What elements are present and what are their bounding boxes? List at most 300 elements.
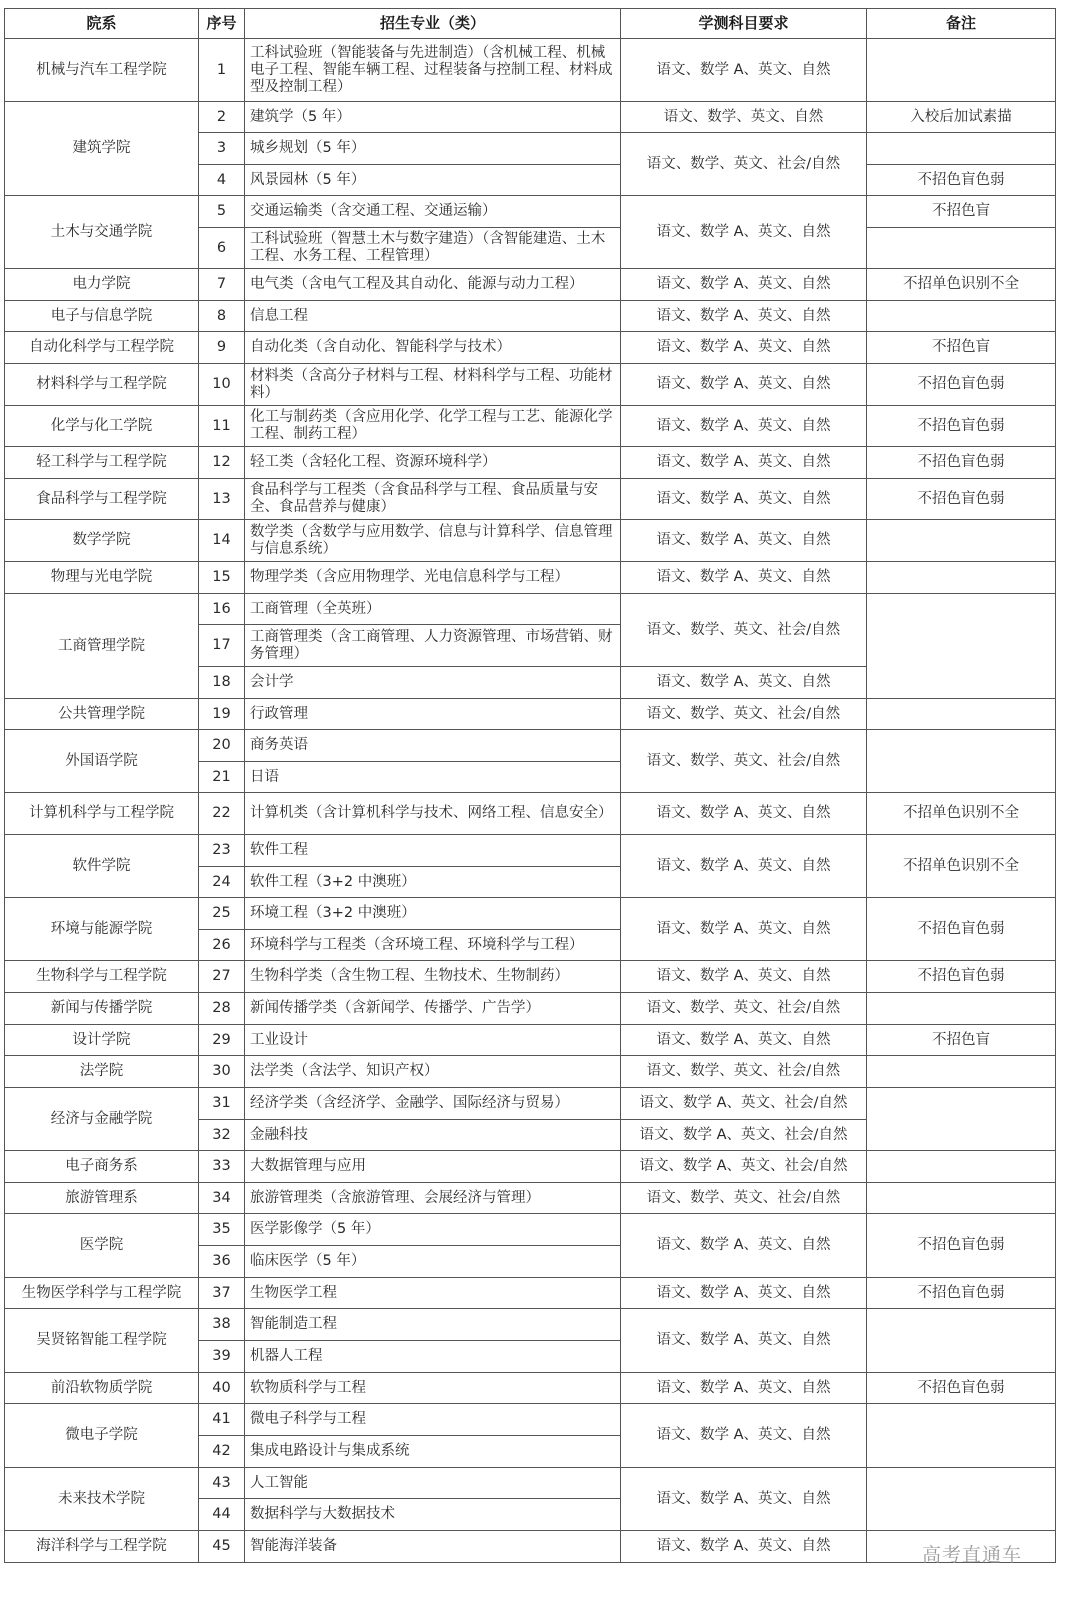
subjects-cell [620, 132, 867, 196]
subjects-cell-text: 语文、数学 A、英文、自然 [656, 1237, 831, 1253]
number-cell [198, 300, 245, 332]
number-cell [198, 761, 245, 793]
major-cell-text: 会计学 [250, 674, 294, 690]
subjects-cell [620, 446, 867, 479]
major-cell-text: 计算机类（含计算机科学与技术、网络工程、信息安全） [250, 805, 613, 821]
subjects-cell [620, 1308, 867, 1373]
notes-cell [866, 519, 1056, 562]
major-cell-text: 风景园林（5 年） [250, 171, 366, 188]
department-cell-text: 电力学院 [72, 276, 131, 292]
department-cell [4, 729, 199, 793]
major-cell-text: 新闻传播学类（含新闻学、传播学、广告学） [250, 1000, 540, 1016]
major-cell-text: 环境工程（3+2 中澳班） [250, 905, 416, 921]
department-cell [4, 1024, 199, 1056]
notes-cell [866, 992, 1056, 1025]
major-cell-text: 行政管理 [250, 705, 308, 722]
number-cell [198, 1435, 245, 1468]
major-cell [244, 1372, 621, 1404]
subjects-cell-text: 语文、数学 A、英文、自然 [656, 1031, 831, 1048]
number-cell-text: 28 [212, 1000, 231, 1016]
major-cell-text: 法学类（含法学、知识产权） [250, 1063, 439, 1079]
subjects-cell-text: 语文、数学 A、英文、自然 [656, 920, 831, 937]
department-cell [4, 1530, 199, 1563]
major-cell [244, 1498, 621, 1531]
department-cell-text: 材料科学与工程学院 [36, 376, 167, 392]
subjects-cell-text: 语文、数学、英文、自然 [663, 108, 824, 125]
department-cell [4, 698, 199, 730]
subjects-cell-text: 语文、数学、英文、社会/自然 [646, 155, 841, 172]
notes-cell-text: 不招色盲色弱 [917, 1284, 1005, 1301]
notes-cell [866, 1403, 1056, 1468]
major-cell [244, 1119, 621, 1151]
major-cell [244, 1024, 621, 1056]
major-cell [244, 561, 621, 594]
department-cell-text: 医学院 [79, 1237, 124, 1253]
department-cell [4, 1150, 199, 1183]
number-cell [198, 929, 245, 961]
department-cell-text: 公共管理学院 [58, 705, 145, 722]
subjects-cell [620, 363, 867, 406]
subjects-cell-text: 语文、数学 A、英文、自然 [656, 1490, 831, 1507]
notes-cell [866, 405, 1056, 447]
department-cell-text: 微电子学院 [65, 1427, 138, 1443]
major-cell-text: 交通运输类（含交通工程、交通运输） [250, 203, 497, 219]
major-cell [244, 666, 621, 699]
subjects-cell [620, 38, 867, 102]
major-cell-text: 化工与制药类（含应用化学、化学工程与工艺、能源化学工程、制药工程） [250, 409, 613, 442]
major-cell [244, 624, 621, 667]
subjects-cell [620, 1182, 867, 1214]
number-cell-text: 7 [216, 276, 227, 292]
subjects-cell-text: 语文、数学 A、英文、自然 [656, 1538, 831, 1554]
major-cell [244, 300, 621, 332]
notes-cell [866, 1277, 1056, 1309]
department-cell-text: 旅游管理系 [65, 1189, 138, 1206]
number-cell [198, 624, 245, 667]
subjects-cell-text: 语文、数学 A、英文、社会/自然 [639, 1158, 848, 1174]
major-cell [244, 132, 621, 165]
major-cell-text: 数据科学与大数据技术 [250, 1506, 395, 1522]
subjects-cell [620, 1403, 867, 1468]
subjects-cell-text: 语文、数学 A、英文、自然 [656, 968, 831, 984]
major-cell [244, 1530, 621, 1563]
department-cell-text: 生物科学与工程学院 [36, 968, 167, 984]
department-cell-text: 电子与信息学院 [50, 307, 153, 324]
major-cell [244, 331, 621, 364]
major-cell-text: 生物科学类（含生物工程、生物技术、生物制药） [250, 968, 569, 984]
subjects-cell [620, 792, 867, 835]
notes-cell [866, 1308, 1056, 1373]
department-cell-text: 土木与交通学院 [50, 223, 153, 240]
major-cell-text: 微电子科学与工程 [250, 1411, 366, 1427]
major-cell-text: 数学类（含数学与应用数学、信息与计算科学、信息管理与信息系统） [250, 523, 613, 557]
department-cell [4, 405, 199, 447]
department-cell [4, 478, 199, 520]
major-cell-text: 智能制造工程 [250, 1316, 337, 1332]
number-cell [198, 1530, 245, 1563]
number-cell-text: 21 [212, 768, 231, 785]
number-cell-text: 1 [216, 61, 227, 78]
number-cell-text: 3 [216, 140, 227, 156]
notes-cell [866, 834, 1056, 898]
header-major [244, 8, 621, 39]
notes-cell-text: 不招单色识别不全 [903, 805, 1019, 821]
number-cell-text: 40 [212, 1379, 231, 1396]
subjects-cell [620, 195, 867, 269]
number-cell [198, 960, 245, 993]
subjects-cell-text: 语文、数学 A、英文、自然 [656, 339, 831, 355]
number-cell-text: 43 [212, 1474, 231, 1491]
major-cell-text: 电气类（含电气工程及其自动化、能源与动力工程） [250, 276, 584, 292]
number-cell [198, 561, 245, 594]
subjects-cell [620, 1530, 867, 1563]
department-cell [4, 195, 199, 269]
department-cell [4, 992, 199, 1025]
major-cell-text: 医学影像学（5 年） [250, 1221, 380, 1237]
major-cell [244, 1182, 621, 1214]
major-cell [244, 1277, 621, 1309]
subjects-cell-text: 语文、数学 A、英文、社会/自然 [639, 1126, 848, 1143]
number-cell-text: 33 [212, 1158, 231, 1174]
major-cell-text: 信息工程 [250, 307, 308, 324]
notes-cell-text: 不招色盲 [932, 339, 990, 355]
major-cell [244, 698, 621, 730]
number-cell [198, 478, 245, 520]
subjects-cell-text: 语文、数学、英文、社会/自然 [646, 752, 841, 769]
subjects-cell [620, 101, 867, 133]
subjects-cell [620, 478, 867, 520]
number-cell [198, 1372, 245, 1404]
subjects-cell-text: 语文、数学、英文、社会/自然 [646, 705, 841, 722]
major-cell [244, 195, 621, 228]
number-cell-text: 26 [212, 936, 231, 953]
major-cell-text: 金融科技 [250, 1126, 308, 1143]
subjects-cell-text: 语文、数学 A、英文、社会/自然 [639, 1095, 848, 1111]
major-cell-text: 软物质科学与工程 [250, 1379, 366, 1396]
notes-cell [866, 478, 1056, 520]
number-cell [198, 519, 245, 562]
number-cell [198, 1213, 245, 1246]
department-cell [4, 363, 199, 406]
number-cell [198, 195, 245, 228]
number-cell [198, 992, 245, 1025]
major-cell-text: 人工智能 [250, 1474, 308, 1491]
number-cell-text: 37 [212, 1284, 231, 1301]
department-cell [4, 960, 199, 993]
number-cell-text: 6 [216, 239, 227, 256]
subjects-cell-text: 语文、数学 A、英文、自然 [656, 532, 831, 548]
number-cell [198, 101, 245, 133]
number-cell [198, 1498, 245, 1531]
major-cell [244, 866, 621, 898]
number-cell-text: 18 [212, 674, 231, 690]
notes-cell [866, 561, 1056, 594]
notes-cell-text: 入校后加试素描 [910, 108, 1012, 125]
subjects-cell-text: 语文、数学 A、英文、自然 [656, 569, 831, 585]
number-cell [198, 897, 245, 930]
header-notes [866, 8, 1056, 39]
number-cell [198, 1055, 245, 1088]
notes-cell-text: 不招色盲色弱 [917, 417, 1005, 434]
major-cell [244, 1340, 621, 1373]
notes-cell [866, 331, 1056, 364]
notes-cell [866, 698, 1056, 730]
subjects-cell-text: 语文、数学、英文、社会/自然 [646, 1189, 841, 1206]
major-cell-text: 生物医学工程 [250, 1284, 337, 1301]
major-cell-text: 商务英语 [250, 737, 308, 753]
number-cell-text: 42 [212, 1443, 231, 1459]
major-cell-text: 软件工程（3+2 中澳班） [250, 873, 416, 890]
number-cell-text: 22 [212, 805, 231, 821]
number-cell [198, 331, 245, 364]
subjects-cell [620, 992, 867, 1025]
major-cell [244, 446, 621, 479]
notes-cell [866, 446, 1056, 479]
number-cell-text: 23 [212, 842, 231, 858]
notes-cell [866, 792, 1056, 835]
number-cell-text: 36 [212, 1253, 231, 1269]
header-notes-text: 备注 [945, 14, 976, 32]
number-cell [198, 698, 245, 730]
department-cell [4, 519, 199, 562]
subjects-cell [620, 1024, 867, 1056]
notes-cell [866, 195, 1056, 228]
subjects-cell [620, 698, 867, 730]
subjects-cell [620, 593, 867, 667]
number-cell [198, 729, 245, 762]
department-cell [4, 1087, 199, 1151]
number-cell-text: 29 [212, 1031, 231, 1048]
department-cell-text: 电子商务系 [65, 1158, 138, 1174]
notes-cell [866, 164, 1056, 196]
department-cell-text: 计算机科学与工程学院 [29, 805, 174, 821]
major-cell-text: 机器人工程 [250, 1348, 323, 1364]
subjects-cell [620, 268, 867, 301]
notes-cell [866, 300, 1056, 332]
notes-cell [866, 227, 1056, 269]
number-cell [198, 1308, 245, 1341]
notes-cell-text: 不招色盲色弱 [917, 171, 1005, 188]
notes-cell-text: 不招色盲 [932, 1031, 990, 1048]
major-cell-text: 建筑学（5 年） [250, 108, 351, 125]
department-cell [4, 792, 199, 835]
department-cell [4, 1182, 199, 1214]
major-cell-text: 临床医学（5 年） [250, 1253, 366, 1269]
notes-cell-text: 不招色盲色弱 [917, 376, 1005, 392]
department-cell-text: 轻工科学与工程学院 [36, 454, 167, 470]
number-cell-text: 5 [216, 203, 227, 219]
subjects-cell [620, 834, 867, 898]
number-cell-text: 44 [212, 1506, 231, 1522]
notes-cell [866, 593, 1056, 699]
department-cell [4, 1055, 199, 1088]
department-cell-text: 未来技术学院 [58, 1490, 145, 1507]
subjects-cell [620, 405, 867, 447]
major-cell [244, 897, 621, 930]
number-cell [198, 405, 245, 447]
number-cell [198, 268, 245, 301]
notes-cell [866, 1055, 1056, 1088]
subjects-cell [620, 1119, 867, 1151]
notes-cell-text: 不招单色识别不全 [903, 276, 1019, 292]
major-cell [244, 405, 621, 447]
subjects-cell [620, 519, 867, 562]
major-cell [244, 792, 621, 835]
department-cell [4, 446, 199, 479]
department-cell [4, 897, 199, 961]
number-cell-text: 19 [212, 705, 231, 722]
major-cell-text: 大数据管理与应用 [250, 1158, 366, 1174]
department-cell [4, 331, 199, 364]
notes-cell-text: 不招色盲色弱 [917, 1379, 1005, 1396]
number-cell [198, 38, 245, 102]
number-cell-text: 38 [212, 1316, 231, 1332]
subjects-cell-text: 语文、数学 A、英文、自然 [656, 223, 831, 240]
major-cell-text: 工科试验班（智慧土木与数字建造）（含智能建造、土木工程、水务工程、工程管理） [250, 231, 606, 264]
number-cell-text: 2 [216, 108, 227, 125]
number-cell [198, 164, 245, 196]
notes-cell [866, 729, 1056, 793]
number-cell-text: 4 [216, 171, 227, 188]
number-cell-text: 45 [212, 1538, 231, 1554]
number-cell-text: 9 [216, 339, 227, 355]
major-cell-text: 轻工类（含轻化工程、资源环境科学） [250, 454, 497, 470]
major-cell [244, 729, 621, 762]
major-cell-text: 环境科学与工程类（含环境工程、环境科学与工程） [250, 936, 584, 953]
number-cell [198, 792, 245, 835]
subjects-cell-text: 语文、数学 A、英文、自然 [656, 307, 831, 324]
department-cell-text: 软件学院 [72, 857, 131, 874]
notes-cell [866, 1467, 1056, 1531]
department-cell [4, 1467, 199, 1531]
header-number [198, 8, 245, 39]
subjects-cell [620, 1213, 867, 1278]
notes-cell [866, 38, 1056, 102]
notes-cell [866, 1150, 1056, 1183]
major-cell [244, 834, 621, 867]
notes-cell-text: 不招色盲色弱 [917, 968, 1005, 984]
header-department-text: 院系 [86, 14, 117, 32]
department-cell-text: 生物医学科学与工程学院 [21, 1284, 182, 1301]
notes-cell [866, 268, 1056, 301]
department-cell-text: 工商管理学院 [58, 637, 145, 654]
number-cell-text: 39 [212, 1348, 231, 1364]
major-cell-text: 旅游管理类（含旅游管理、会展经济与管理） [250, 1189, 540, 1206]
header-major-text: 招生专业（类） [379, 14, 485, 32]
notes-cell [866, 897, 1056, 961]
notes-cell-text: 不招色盲色弱 [917, 920, 1005, 937]
department-cell [4, 1277, 199, 1309]
subjects-cell [620, 1277, 867, 1309]
major-cell [244, 1435, 621, 1468]
major-cell [244, 268, 621, 301]
notes-cell [866, 132, 1056, 165]
department-cell-text: 新闻与传播学院 [50, 1000, 153, 1016]
department-cell [4, 268, 199, 301]
department-cell-text: 环境与能源学院 [50, 920, 153, 937]
subjects-cell [620, 331, 867, 364]
header-department [4, 8, 199, 39]
major-cell-text: 工业设计 [250, 1031, 308, 1048]
subjects-cell-text: 语文、数学 A、英文、自然 [656, 1427, 831, 1443]
subjects-cell [620, 729, 867, 793]
number-cell-text: 27 [212, 968, 231, 984]
notes-cell [866, 1372, 1056, 1404]
major-cell [244, 593, 621, 625]
notes-cell [866, 1530, 1056, 1563]
department-cell-text: 海洋科学与工程学院 [36, 1538, 167, 1554]
major-cell-text: 工商管理类（含工商管理、人力资源管理、市场营销、财务管理） [250, 628, 613, 662]
subjects-cell-text: 语文、数学 A、英文、自然 [656, 805, 831, 821]
number-cell [198, 1150, 245, 1183]
subjects-cell-text: 语文、数学 A、英文、自然 [656, 454, 831, 470]
department-cell [4, 1213, 199, 1278]
major-cell [244, 960, 621, 993]
major-cell-text: 自动化类（含自动化、智能科学与技术） [250, 339, 511, 355]
subjects-cell-text: 语文、数学、英文、社会/自然 [646, 1063, 841, 1079]
department-cell-text: 外国语学院 [65, 752, 138, 769]
subjects-cell-text: 语文、数学 A、英文、自然 [656, 276, 831, 292]
major-cell-text: 物理学类（含应用物理学、光电信息科学与工程） [250, 569, 569, 585]
number-cell [198, 1024, 245, 1056]
number-cell [198, 1087, 245, 1120]
department-cell-text: 数学学院 [72, 532, 131, 548]
number-cell-text: 11 [212, 417, 231, 434]
major-cell [244, 1087, 621, 1120]
number-cell [198, 1277, 245, 1309]
number-cell-text: 25 [212, 905, 231, 921]
major-cell [244, 929, 621, 961]
major-cell [244, 363, 621, 406]
department-cell [4, 561, 199, 594]
notes-cell [866, 1182, 1056, 1214]
number-cell [198, 363, 245, 406]
department-cell-text: 法学院 [79, 1063, 124, 1079]
number-cell-text: 34 [212, 1189, 231, 1206]
major-cell [244, 992, 621, 1025]
department-cell [4, 38, 199, 102]
department-cell-text: 经济与金融学院 [50, 1110, 153, 1127]
number-cell [198, 1245, 245, 1278]
subjects-cell [620, 897, 867, 961]
major-cell-text: 软件工程 [250, 842, 308, 858]
number-cell-text: 10 [212, 376, 231, 392]
subjects-cell-text: 语文、数学 A、英文、自然 [656, 417, 831, 434]
header-number-text: 序号 [206, 14, 237, 32]
major-cell-text: 智能海洋装备 [250, 1538, 337, 1554]
number-cell [198, 834, 245, 867]
number-cell [198, 866, 245, 898]
department-cell-text: 设计学院 [72, 1031, 131, 1048]
subjects-cell-text: 语文、数学 A、英文、自然 [656, 1284, 831, 1301]
major-cell [244, 519, 621, 562]
number-cell-text: 24 [212, 873, 231, 890]
department-cell [4, 593, 199, 699]
major-cell-text: 集成电路设计与集成系统 [250, 1443, 410, 1459]
subjects-cell-text: 语文、数学 A、英文、自然 [656, 857, 831, 874]
department-cell-text: 物理与光电学院 [50, 569, 153, 585]
subjects-cell-text: 语文、数学 A、英文、自然 [656, 1379, 831, 1396]
number-cell-text: 32 [212, 1126, 231, 1143]
number-cell [198, 1403, 245, 1436]
major-cell-text: 工科试验班（智能装备与先进制造）（含机械工程、机械电子工程、智能车辆工程、过程装备与控制工程、材料成型及控制工程） [250, 44, 613, 95]
number-cell [198, 1340, 245, 1373]
department-cell [4, 1372, 199, 1404]
major-cell [244, 164, 621, 196]
major-cell [244, 1308, 621, 1341]
major-cell [244, 1055, 621, 1088]
department-cell-text: 机械与汽车工程学院 [36, 61, 167, 78]
